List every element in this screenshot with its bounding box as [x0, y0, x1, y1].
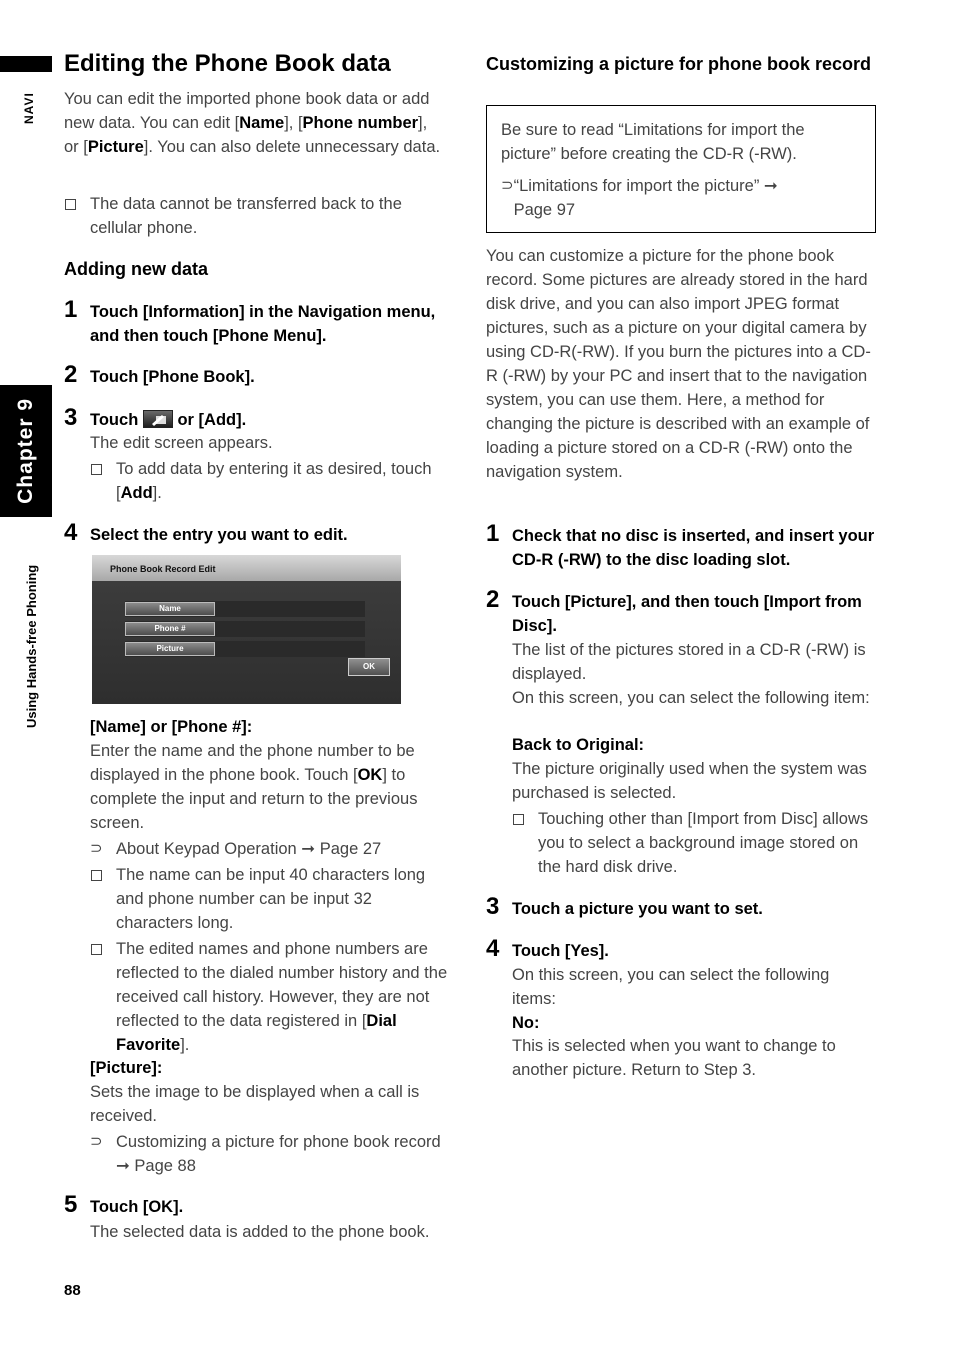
- section-label: Using Hands-free Phoning: [24, 564, 39, 728]
- note-add: [90, 457, 452, 505]
- intro-picture: Picture: [87, 138, 144, 156]
- chapter-label: Chapter 9: [14, 398, 37, 504]
- ok-button[interactable]: OK: [348, 658, 390, 676]
- margin-top-bar: [0, 56, 52, 72]
- note-import-text: Touching other than [Import from Disc] allows you to select a background image stored on the hard disk drive.: [538, 810, 869, 876]
- step-3-text: [90, 408, 440, 432]
- record-edit-screenshot: [92, 555, 401, 704]
- step-5-text: Touch [OK].: [90, 1198, 184, 1216]
- name-button[interactable]: Name: [125, 602, 215, 616]
- navi-label: NAVI: [22, 92, 36, 124]
- ref-keypad: [90, 837, 452, 861]
- step-number: 2: [64, 361, 78, 388]
- checkbox-icon: [90, 863, 116, 935]
- checkbox-icon: [512, 807, 538, 879]
- checkbox-icon: [90, 937, 116, 1057]
- ref-keypad-text: About Keypad Operation ➞ Page 27: [116, 840, 382, 858]
- right-intro: You can customize a picture for the phone book record. Some pictures are already stored in the hard disk drive, and you can also import JPEG format pictures, such as a picture on your digital camera by using CD-R(-RW). If you burn the pictures into a CD-R (-RW) by your PC and insert that to the navigation system, you can use them. Here, a method for changing the picture is described with an example of loading a picture stored on a CD-R (-RW) onto the navigation system.: [486, 247, 871, 481]
- step-number: 4: [64, 519, 78, 546]
- limitations-ref: [501, 174, 861, 222]
- back-body: The picture originally used when the system was purchased is selected.: [512, 760, 867, 802]
- step-number: 1: [486, 520, 500, 547]
- right-step-1-text: Check that no disc is inserted, and insert your CD-R (-RW) to the disc loading slot.: [512, 527, 875, 569]
- step-2-text: Touch [Phone Book].: [90, 368, 255, 386]
- step-number: 2: [486, 586, 500, 613]
- intro-text-3: ], or [: [64, 114, 428, 156]
- picture-body: Sets the image to be displayed when a call is received.: [90, 1083, 420, 1125]
- page-title: Editing the Phone Book data: [64, 50, 391, 77]
- picture-heading: [Picture]:: [90, 1059, 163, 1077]
- reference-arrow-icon: ⊃: [90, 840, 103, 857]
- checkbox-icon: [90, 457, 116, 505]
- no-body: This is selected when you want to change to another picture. Return to Step 3.: [512, 1037, 836, 1079]
- right-step-2-text: Touch [Picture], and then touch [Import from Disc].: [512, 593, 862, 635]
- right-step-3-text: Touch a picture you want to set.: [512, 900, 763, 918]
- note-transfer: [64, 192, 444, 240]
- intro-name: Name: [239, 114, 285, 132]
- limitations-text: Be sure to read “Limitations for import the picture” before creating the CD-R (-RW).: [501, 121, 805, 163]
- chapter-tab: [0, 385, 52, 517]
- no-heading: No:: [512, 1014, 540, 1032]
- screenshot-body: [92, 581, 401, 704]
- reference-arrow-icon: ⊃: [90, 1133, 103, 1150]
- step-number: 3: [486, 893, 500, 920]
- right-step-4-body: On this screen, you can select the following items:: [512, 966, 830, 1008]
- note-edited: [90, 937, 452, 1057]
- page-number: 88: [64, 1282, 81, 1299]
- subtitle-adding: Adding new data: [64, 259, 208, 279]
- intro-text-2: ], [: [284, 114, 303, 132]
- screenshot-row: [125, 621, 365, 637]
- intro-text-1: You can edit the imported phone book data or add new data. You can edit [: [64, 90, 430, 132]
- note-import: [512, 807, 877, 879]
- ref-picture-text: Customizing a picture for phone book record ➞ Page 88: [116, 1133, 441, 1175]
- note-edited-text: The edited names and phone numbers are reflected to the dialed number history and the received call history. However, they are not reflected to the data registered in [Dial Favorite].: [116, 940, 448, 1054]
- ref-picture: [90, 1130, 452, 1178]
- back-heading: Back to Original:: [512, 736, 645, 754]
- picture-button[interactable]: Picture: [125, 642, 215, 656]
- step-4-text: Select the entry you want to edit.: [90, 526, 348, 544]
- step-number: 4: [486, 935, 500, 962]
- step-3-text-b: or [Add].: [177, 411, 247, 429]
- step-3-text-a: Touch: [90, 411, 139, 429]
- step-number: 5: [64, 1191, 78, 1218]
- step-3-body: The edit screen appears.: [90, 434, 273, 452]
- limitations-box: [486, 105, 876, 233]
- intro-paragraph: [64, 87, 444, 159]
- right-step-2-body-2: On this screen, you can select the following item:: [512, 689, 870, 707]
- note-transfer-text: The data cannot be transferred back to the cellular phone.: [90, 195, 402, 237]
- step-number: 1: [64, 296, 78, 323]
- intro-phone: Phone number: [302, 114, 419, 132]
- intro-text-4: ]. You can also delete unnecessary data.: [143, 138, 441, 156]
- namephone-body: Enter the name and the phone number to be displayed in the phone book. Touch [OK] to complete the input and return to the previous screen.: [90, 742, 418, 832]
- namephone-heading: [Name] or [Phone #]:: [90, 718, 253, 736]
- note-add-text: To add data by entering it as desired, touch [Add].: [116, 460, 432, 502]
- limitations-ref-text: “Limitations for import the picture” ➞ Page 97: [513, 177, 778, 219]
- right-step-4-text: Touch [Yes].: [512, 942, 609, 960]
- note-chars: [90, 863, 452, 935]
- screenshot-row: [125, 641, 365, 657]
- step-5-body: The selected data is added to the phone book.: [90, 1223, 430, 1241]
- right-step-2-body-1: The list of the pictures stored in a CD-R (-RW) is displayed.: [512, 641, 866, 683]
- reference-arrow-icon: ⊃: [501, 177, 514, 194]
- step-number: 3: [64, 404, 78, 431]
- checkbox-icon: [64, 192, 90, 240]
- phone-button[interactable]: Phone #: [125, 622, 215, 636]
- note-chars-text: The name can be input 40 characters long and phone number can be input 32 characters long.: [116, 866, 426, 932]
- step-1-text: Touch [Information] in the Navigation menu, and then touch [Phone Menu].: [90, 303, 436, 345]
- screenshot-title: Phone Book Record Edit: [92, 555, 401, 581]
- screenshot-row: [125, 601, 365, 617]
- right-title: Customizing a picture for phone book record: [486, 54, 872, 74]
- edit-icon: [143, 410, 173, 428]
